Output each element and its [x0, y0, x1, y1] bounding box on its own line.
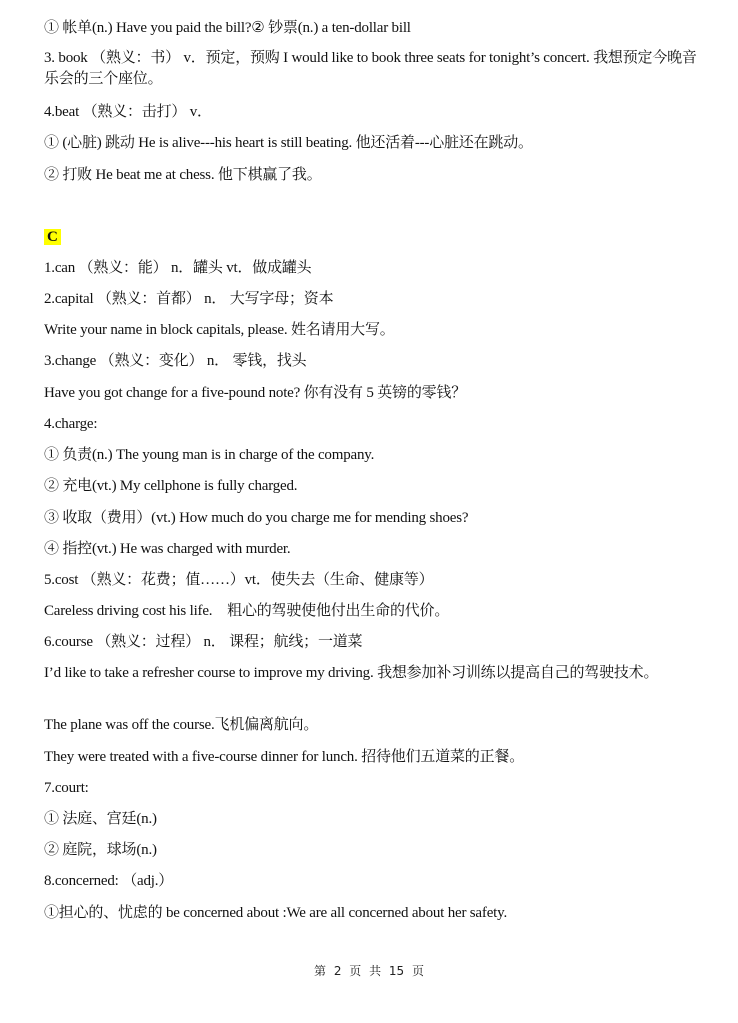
- court-sense-2: ② 庭院，球场(n.): [44, 842, 157, 858]
- court-heading: 7.court:: [44, 780, 89, 796]
- course-entry: 6.course （熟义：过程） n． 课程；航线；一道菜: [44, 634, 363, 650]
- concerned-heading: 8.concerned: （adj.）: [44, 873, 174, 889]
- charge-sense-2: ② 充电(vt.) My cellphone is fully charged.: [44, 478, 298, 494]
- course-example-1: I’d like to take a refresher course to improve my driving. 我想参加补习训练以提高自己的驾驶技术。: [44, 665, 659, 681]
- section-letter-highlight: C: [44, 229, 61, 245]
- change-example: Have you got change for a five-pound note? 你有没有 5 英镑的零钱？: [44, 385, 467, 401]
- beat-sense-2: ② 打败 He beat me at chess. 他下棋赢了我。: [44, 167, 322, 183]
- beat-sense-1: ① (心脏) 跳动 He is alive---his heart is still beating. 他还活着---心脏还在跳动。: [44, 135, 533, 151]
- page-number-footer: 第 2 页 共 15 页: [314, 964, 424, 978]
- section-heading: [44, 226, 704, 248]
- change-entry: 3.change （熟义：变化） n． 零钱，找头: [44, 353, 307, 369]
- course-example-2: The plane was off the course.飞机偏离航向。: [44, 717, 319, 733]
- capital-entry: 2.capital （熟义：首都） n． 大写字母；资本: [44, 291, 334, 307]
- charge-sense-3: ③ 收取（费用）(vt.) How much do you charge me for mending shoes?: [44, 510, 469, 526]
- can-entry: 1.can （熟义：能） n．罐头 vt．做成罐头: [44, 260, 312, 276]
- cost-example: Careless driving cost his life. 粗心的驾驶使他付出生命的代价。: [44, 603, 450, 619]
- charge-sense-4: ④ 指控(vt.) He was charged with murder.: [44, 541, 291, 557]
- course-example-3: They were treated with a five-course dinner for lunch. 招待他们五道菜的正餐。: [44, 749, 524, 765]
- concerned-sense-1: ①担心的、忧虑的 be concerned about :We are all concerned about her safety.: [44, 905, 507, 921]
- cost-entry: 5.cost （熟义：花费；值……）vt．使失去（生命、健康等）: [44, 572, 434, 588]
- court-sense-1: ① 法庭、宫廷(n.): [44, 811, 157, 827]
- bill-senses-line: ① 帐单(n.) Have you paid the bill?② 钞票(n.) a ten-dollar bill: [44, 20, 411, 36]
- capital-example: Write your name in block capitals, please. 姓名请用大写。: [44, 322, 395, 338]
- book-entry: 3. book （熟义：书） v．预定，预购 I would like to book three seats for tonight’s concert. 我想预定今晚音乐会的三个座位。: [44, 50, 697, 87]
- charge-heading: 4.charge:: [44, 416, 98, 432]
- beat-heading: 4.beat （熟义：击打） v．: [44, 104, 212, 120]
- charge-sense-1: ① 负责(n.) The young man is in charge of the company.: [44, 447, 375, 463]
